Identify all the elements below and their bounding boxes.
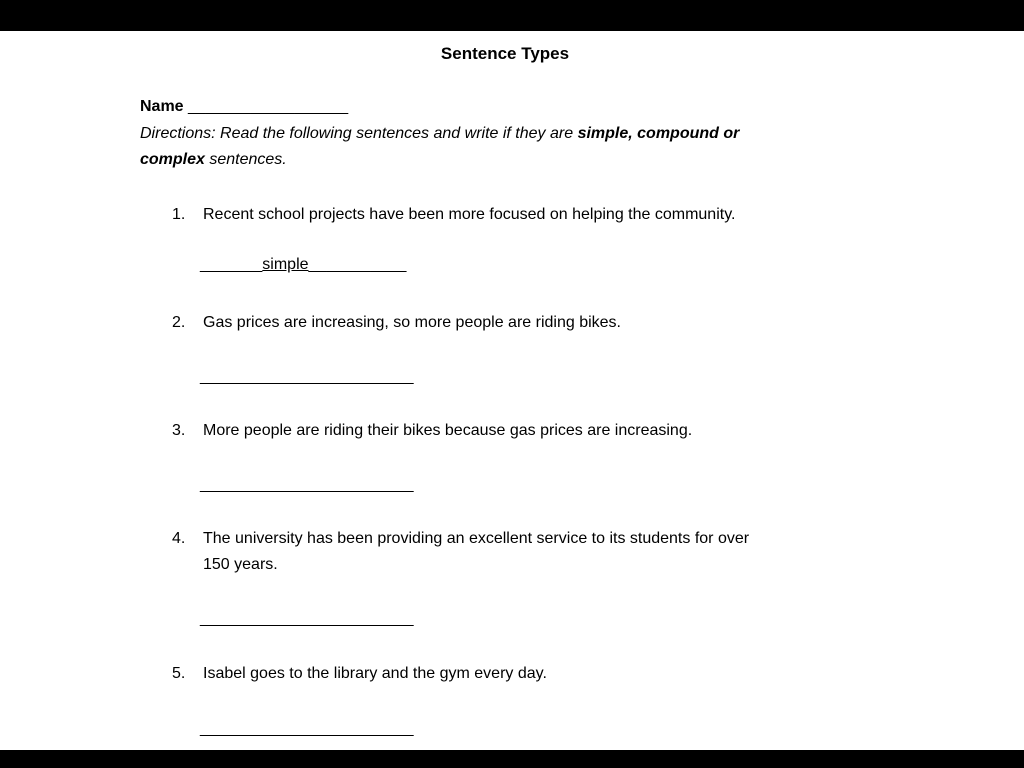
- question-number: 1.: [172, 206, 186, 223]
- question-item-5: [172, 661, 883, 687]
- question-text: Isabel goes to the library and the gym every day.: [203, 665, 547, 682]
- answer-line-1[interactable]: [200, 252, 406, 278]
- answer-line-5[interactable]: ________________________: [200, 720, 414, 737]
- question-number: 2.: [172, 314, 186, 331]
- question-number: 3.: [172, 422, 186, 439]
- name-blank-line[interactable]: __________________: [188, 98, 349, 115]
- question-item-4: [172, 526, 883, 578]
- answer-underscores-pre: _______: [200, 256, 263, 273]
- answer-line-4[interactable]: ________________________: [200, 610, 414, 627]
- bottom-letterbox-bar: [0, 750, 1024, 768]
- answer-underscores-post: ___________: [308, 256, 407, 273]
- name-field-row: [140, 94, 348, 120]
- question-item-1: [172, 202, 883, 228]
- directions-bold-complex: complex: [140, 151, 205, 168]
- directions-text: [140, 121, 960, 173]
- question-text: Gas prices are increasing, so more people are riding bikes.: [203, 314, 621, 331]
- answer-word: simple: [262, 256, 309, 273]
- top-letterbox-bar: [0, 0, 1024, 31]
- answer-line-3[interactable]: ________________________: [200, 476, 414, 493]
- question-text: Recent school projects have been more focused on helping the community.: [203, 206, 736, 223]
- question-item-2: [172, 310, 883, 336]
- page-title: Sentence Types: [440, 44, 570, 63]
- question-text: More people are riding their bikes because gas prices are increasing.: [203, 422, 693, 439]
- question-number: 4.: [172, 530, 186, 547]
- directions-lead: Directions: Read the following sentences and write if they are: [140, 125, 578, 142]
- answer-line-2[interactable]: ________________________: [200, 368, 414, 385]
- question-text-line1: The university has been providing an excellent service to its students for over: [203, 530, 750, 547]
- name-label: Name: [140, 98, 189, 115]
- question-text: [203, 526, 883, 578]
- directions-bold-types: simple, compound or: [577, 125, 740, 142]
- directions-tail: sentences.: [204, 151, 287, 168]
- question-number: 5.: [172, 665, 186, 682]
- worksheet-page: [0, 31, 1024, 750]
- question-text-line2: 150 years.: [203, 556, 278, 573]
- question-item-3: [172, 418, 883, 444]
